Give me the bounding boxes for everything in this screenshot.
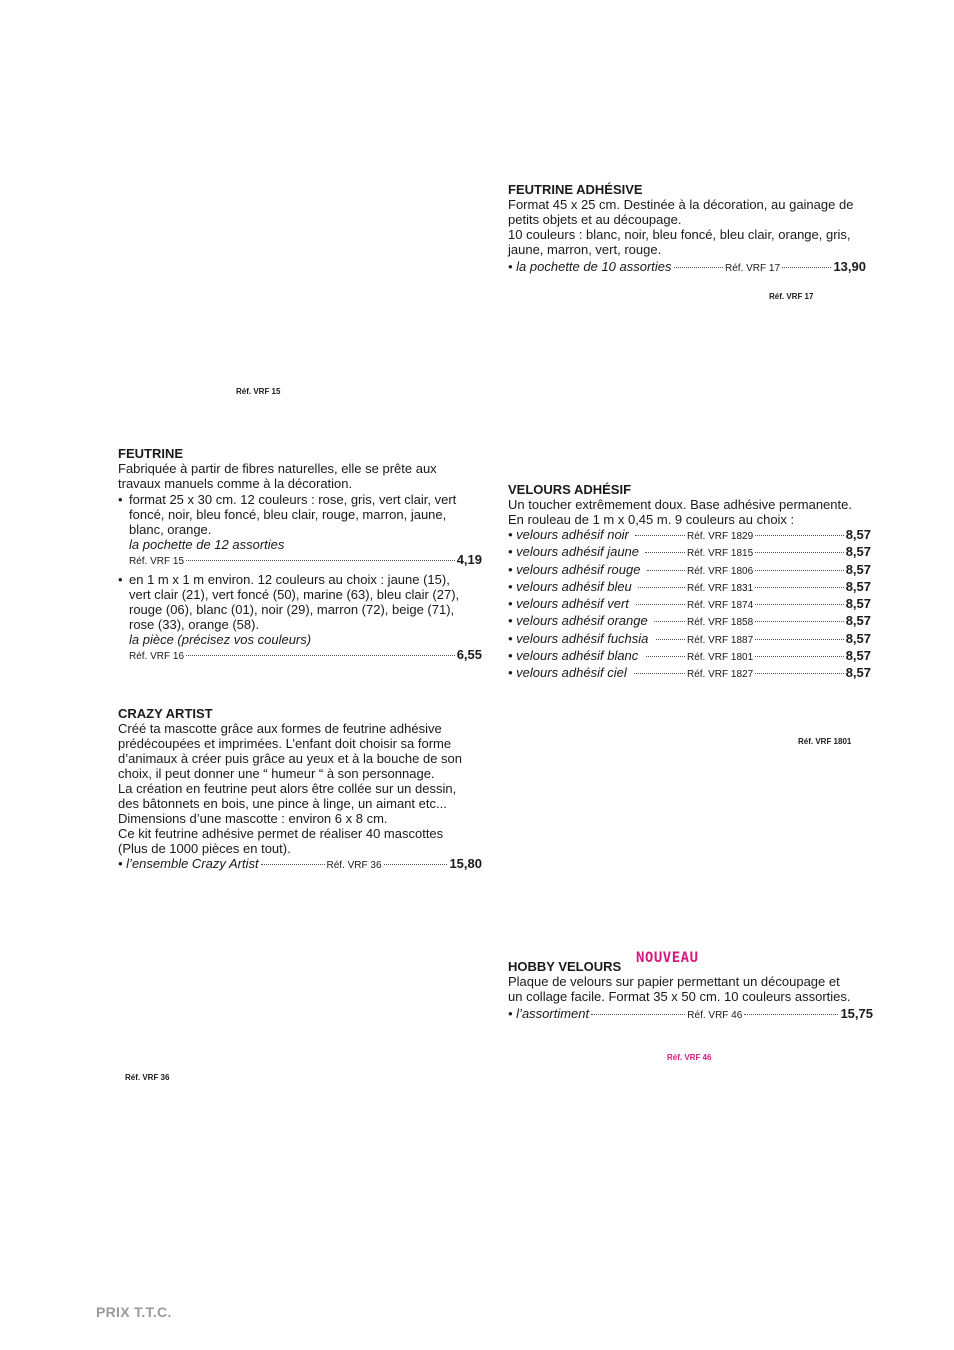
description-line: Créé ta mascotte grâce aux formes de feutrine adhésive [118,721,442,736]
description-line: d’animaux à créer puis grâce au yeux et à la bouche de son [118,751,462,766]
product-label: • velours adhésif rouge [508,561,641,577]
product-label: • l’assortiment [508,1006,590,1021]
description-line: (Plus de 1000 pièces en tout). [118,841,291,856]
section-title: VELOURS ADHÉSIF [508,482,632,497]
image-caption: Réf. VRF 17 [769,292,814,301]
product-ref: Réf. VRF 1858 [687,617,754,629]
feutrine-adhesive-section [508,182,873,276]
description-line: Un toucher extrêmement doux. Base adhésive permanente. [508,497,852,512]
leader-dots [656,639,685,640]
hobby-velours-section [508,959,874,1023]
product-price: 6,55 [456,647,482,662]
description-line: un collage facile. Format 35 x 50 cm. 10 couleurs assorties. [508,989,851,1004]
image-caption: Réf. VRF 1801 [798,737,852,746]
leader-dots [755,552,844,553]
footer-note: PRIX T.T.C. [96,1304,172,1320]
description-line: petits objets et au découpage. [508,212,682,227]
image-caption: Réf. VRF 46 [667,1053,712,1062]
description-line: choix, il peut donner une “ humeur “ à son personnage. [118,766,435,781]
product-ref: Réf. VRF 16 [129,651,185,662]
section-title: CRAZY ARTIST [118,706,213,721]
product-label: • velours adhésif ciel [508,665,627,681]
product-row [508,562,871,579]
bullet: • [118,572,123,587]
description-line: Fabriquée à partir de fibres naturelles, elle se prête aux [118,461,437,476]
leader-dots [782,267,831,268]
description-line: jaune, marron, vert, rouge. [508,242,662,257]
product-ref: Réf. VRF 1815 [687,548,754,560]
velours-adhesif-section [508,482,874,683]
product-row [129,647,482,664]
description-line: Ce kit feutrine adhésive permet de réaliser 40 mascottes [118,826,444,841]
image-caption: Réf. VRF 36 [125,1073,170,1082]
product-ref: Réf. VRF 1887 [687,634,754,646]
description-line: Format 45 x 25 cm. Destinée à la décoration, au gainage de [508,197,854,212]
section-title: HOBBY VELOURS [508,959,622,974]
leader-dots [261,864,325,865]
leader-dots [755,604,844,605]
leader-dots [744,1014,838,1015]
product-row [508,648,871,665]
product-price: 8,57 [845,544,871,560]
item-text: blanc, orange. [129,522,212,537]
description-line: Plaque de velours sur papier permettant un découpage et [508,974,840,989]
leader-dots [646,656,685,657]
item-subtitle: la pièce (précisez vos couleurs) [129,632,312,647]
product-ref: Réf. VRF 46 [687,1010,743,1021]
product-row [508,544,871,561]
product-ref: Réf. VRF 1829 [687,531,754,542]
crazy-artist-section [118,706,482,873]
item-text: en 1 m x 1 m environ. 12 couleurs au choix : jaune (15), [129,572,450,587]
product-price: 13,90 [833,259,866,274]
section-title: FEUTRINE [118,446,183,461]
product-row [508,1006,873,1023]
leader-dots [591,1014,685,1015]
description-line: 10 couleurs : blanc, noir, bleu foncé, bleu clair, orange, gris, [508,227,851,242]
description-line: travaux manuels comme à la décoration. [118,476,353,491]
leader-dots [186,560,455,561]
leader-dots [634,673,685,674]
product-ref: Réf. VRF 15 [129,556,185,567]
leader-dots [755,587,844,588]
product-row [508,596,871,613]
product-price: 8,57 [845,561,871,577]
product-label: • velours adhésif noir [508,527,629,542]
product-ref: Réf. VRF 1801 [687,652,754,664]
leader-dots [645,552,685,553]
leader-dots [755,673,844,674]
product-row [508,579,871,596]
leader-dots [186,655,455,656]
leader-dots [635,535,685,536]
product-row [508,527,871,544]
product-ref: Réf. VRF 1827 [687,669,754,681]
product-price: 8,57 [845,665,871,681]
image-caption: Réf. VRF 15 [236,387,281,396]
item-text: rose (33), orange (58). [129,617,260,632]
feutrine-section [118,446,482,664]
leader-dots [755,570,844,571]
product-price: 4,19 [456,552,482,567]
leader-dots [638,587,685,588]
description-line: prédécoupées et imprimées. L’enfant doit choisir sa forme [118,736,452,751]
product-price: 8,57 [845,527,871,542]
leader-dots [636,604,685,605]
description-line: En rouleau de 1 m x 0,45 m. 9 couleurs au choix : [508,512,795,527]
leader-dots [647,570,685,571]
product-price: 8,57 [845,648,871,664]
product-ref: Réf. VRF 36 [326,860,382,871]
item-text: foncé, noir, bleu foncé, bleu clair, rouge, marron, jaune, [129,507,447,522]
product-row [129,552,482,569]
new-badge: NOUVEAU [636,950,699,966]
item-text: vert clair (21), vert foncé (50), marine (63), bleu clair (27), [129,587,460,602]
description-line: Dimensions d’une mascotte : environ 6 x 8 cm. [118,811,388,826]
product-row [508,665,871,682]
product-ref: Réf. VRF 1874 [687,600,754,612]
item-text: format 25 x 30 cm. 12 couleurs : rose, gris, vert clair, vert [129,492,457,507]
product-label: • velours adhésif bleu [508,578,632,594]
product-label: • velours adhésif orange [508,613,648,629]
product-price: 8,57 [845,596,871,612]
product-ref: Réf. VRF 1831 [687,582,754,594]
leader-dots [755,639,844,640]
leader-dots [674,267,723,268]
description-line: des bâtonnets en bois, une pince à linge, un aimant etc... [118,796,447,811]
product-label: • velours adhésif jaune [508,544,640,560]
product-price: 8,57 [845,613,871,629]
product-row [508,613,871,630]
product-label: • la pochette de 10 assorties [508,259,672,274]
item-subtitle: la pochette de 12 assorties [129,537,285,552]
product-ref: Réf. VRF 17 [724,263,781,274]
list-item [118,492,482,569]
product-price: 15,75 [840,1006,873,1021]
product-ref: Réf. VRF 1806 [687,565,754,577]
product-price: 8,57 [845,630,871,646]
product-price: 15,80 [449,856,482,871]
bullet: • [118,492,123,507]
leader-dots [755,535,844,536]
leader-dots [654,621,685,622]
leader-dots [755,656,844,657]
product-price: 8,57 [845,578,871,594]
list-item [118,572,482,664]
product-row [508,631,871,648]
product-label: • velours adhésif vert [508,596,629,612]
leader-dots [384,864,448,865]
item-text: rouge (06), blanc (01), noir (29), marron (72), beige (71), [129,602,455,617]
product-list [508,527,871,683]
product-label: • velours adhésif blanc [508,648,639,664]
product-label: • l’ensemble Crazy Artist [118,856,259,871]
product-label: • velours adhésif fuchsia [508,630,649,646]
product-row [508,259,866,276]
description-line: La création en feutrine peut alors être collée sur un dessin, [118,781,457,796]
leader-dots [755,621,844,622]
product-row [118,856,482,873]
section-title: FEUTRINE ADHÉSIVE [508,182,643,197]
